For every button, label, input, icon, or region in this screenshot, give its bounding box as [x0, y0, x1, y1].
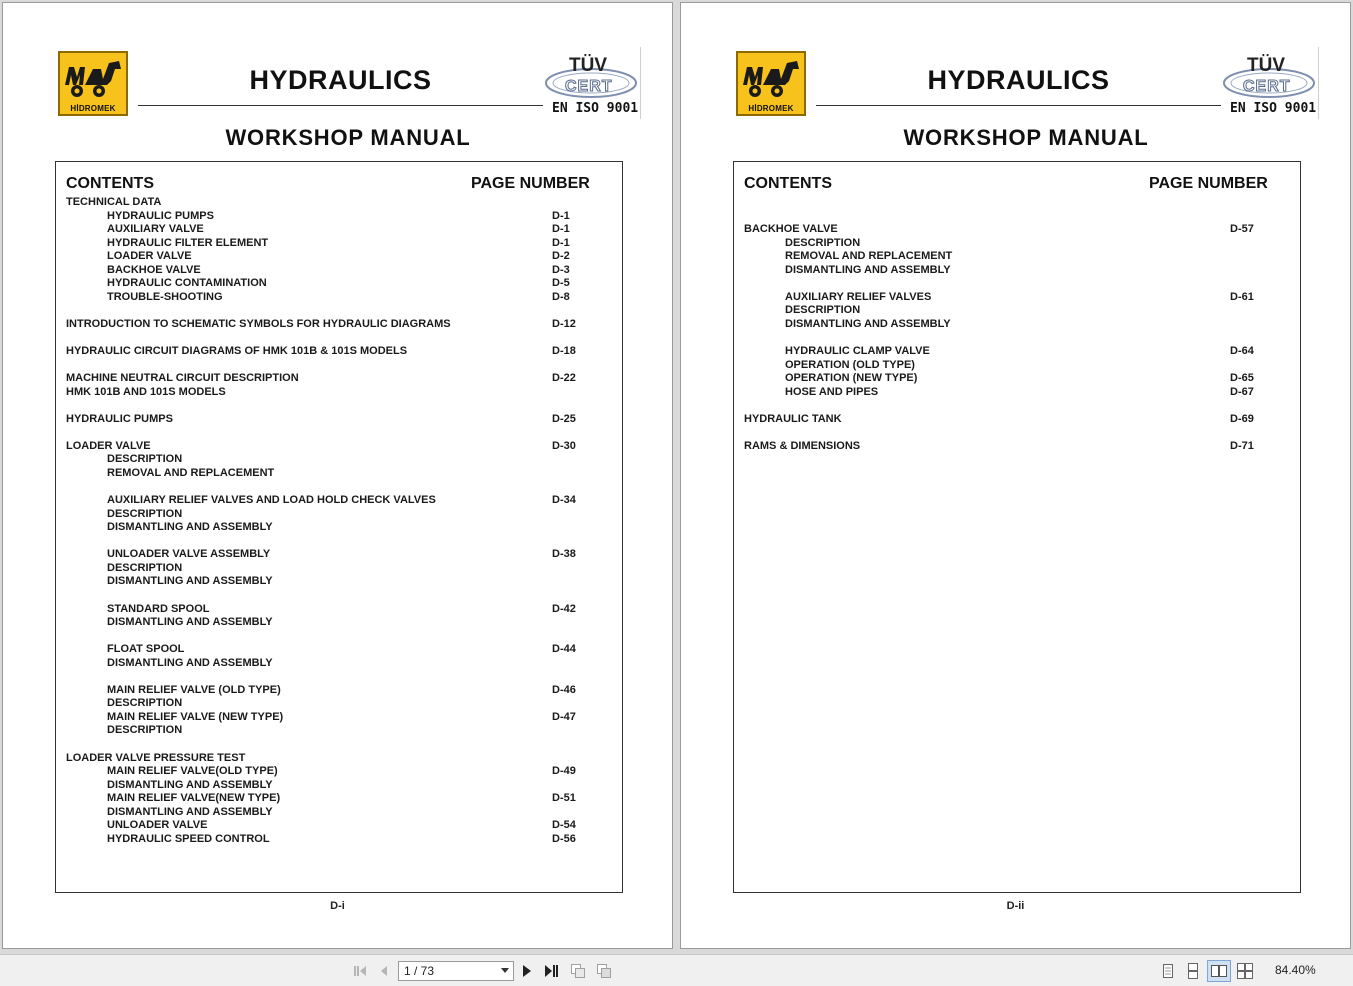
tuv-text: TÜV: [569, 55, 607, 76]
excavator-logo-icon: [63, 55, 123, 101]
contents-box: [55, 161, 623, 893]
contents-entry-page: D-47: [552, 710, 576, 723]
contents-entry: [56, 318, 616, 332]
excavator-logo-icon: [741, 55, 801, 101]
contents-heading: CONTENTS: [66, 175, 154, 192]
contents-entry: [56, 711, 616, 725]
contents-entry: [56, 806, 616, 820]
pdf-page-2: [680, 2, 1351, 949]
contents-entry-page: D-25: [552, 412, 576, 425]
contents-entry-title: LOADER VALVE PRESSURE TEST: [66, 751, 246, 764]
contents-entry-title: AUXILIARY VALVE: [107, 223, 204, 236]
page-number-heading: PAGE NUMBER: [1149, 175, 1268, 192]
contents-entry: [56, 521, 616, 535]
contents-entry-title: BACKHOE VALVE: [107, 263, 201, 276]
contents-entry: [56, 250, 616, 264]
contents-entry: [734, 291, 1294, 305]
contents-entry-page: D-46: [552, 683, 576, 696]
tuv-cert-logo: [1219, 55, 1317, 123]
contents-entry: [56, 291, 616, 305]
contents-entry: [56, 210, 616, 224]
contents-entry: [56, 724, 616, 738]
contents-entry-title: HYDRAULIC CIRCUIT DIAGRAMS OF HMK 101B & 101S MODELS: [66, 345, 408, 358]
contents-entry-title: HYDRAULIC TANK: [744, 412, 842, 425]
contents-heading: CONTENTS: [744, 175, 832, 192]
contents-entry-title: REMOVAL AND REPLACEMENT: [785, 250, 953, 263]
contents-entry: [734, 372, 1294, 386]
contents-entry-page: D-64: [1230, 345, 1254, 358]
contents-entry-title: BACKHOE VALVE: [744, 223, 838, 236]
contents-entry-page: D-2: [552, 250, 570, 263]
contents-entry-title: FLOAT SPOOL: [107, 643, 185, 656]
fit-width-icon[interactable]: [570, 963, 586, 979]
contents-entry: [56, 657, 616, 671]
contents-entry: [56, 562, 616, 576]
contents-entry-page: D-5: [552, 277, 570, 290]
contents-entry: [56, 453, 616, 467]
header-divider: [1318, 47, 1319, 119]
contents-entry-title: LOADER VALVE: [66, 439, 151, 452]
manual-subtitle: WORKSHOP MANUAL: [903, 125, 1149, 150]
contents-entry: [56, 345, 616, 359]
page-indicator: 1 / 73: [404, 964, 435, 978]
contents-entry-page: D-67: [1230, 385, 1254, 398]
contents-entry-title: OPERATION (OLD TYPE): [785, 358, 915, 371]
contents-entry-title: DESCRIPTION: [107, 697, 183, 710]
contents-entry-page: D-57: [1230, 223, 1254, 236]
contents-entry-page: D-3: [552, 263, 570, 276]
fit-page-icon[interactable]: [596, 963, 612, 979]
first-page-icon[interactable]: [352, 963, 368, 979]
pdf-page-1: [2, 2, 673, 949]
contents-entry-title: MAIN RELIEF VALVE (NEW TYPE): [107, 710, 284, 723]
contents-entry-page: D-38: [552, 548, 576, 561]
contents-entry-page: D-61: [1230, 290, 1254, 303]
contents-entry-title: DESCRIPTION: [107, 724, 183, 737]
contents-entry-title: HYDRAULIC CONTAMINATION: [107, 277, 267, 290]
contents-entry-title: UNLOADER VALVE: [107, 819, 208, 832]
contents-entry: [56, 386, 616, 400]
cert-text: CERT: [565, 78, 613, 95]
page-footer: D-ii: [1006, 900, 1025, 912]
zoom-level[interactable]: 84.40%: [1275, 963, 1316, 977]
contents-entry-title: DESCRIPTION: [785, 304, 861, 317]
contents-entry-page: D-1: [552, 209, 570, 222]
contents-entry-page: D-69: [1230, 412, 1254, 425]
contents-entry-title: AUXILIARY RELIEF VALVES: [785, 290, 932, 303]
cert-text: CERT: [1243, 78, 1291, 95]
contents-entry-title: DISMANTLING AND ASSEMBLY: [785, 263, 951, 276]
contents-entry: [56, 223, 616, 237]
iso-text: EN ISO 9001: [552, 101, 639, 116]
contents-entry: [734, 413, 1294, 427]
contents-entry: [56, 264, 616, 278]
contents-entry-title: UNLOADER VALVE ASSEMBLY: [107, 548, 271, 561]
contents-entry-title: TECHNICAL DATA: [66, 196, 162, 208]
title-rule: [816, 105, 1221, 106]
contents-entry: [734, 440, 1294, 454]
contents-entry-title: LOADER VALVE: [107, 250, 192, 263]
contents-entry-title: DISMANTLING AND ASSEMBLY: [107, 656, 273, 669]
contents-entry-page: D-56: [552, 832, 576, 845]
contents-entry-title: TROUBLE-SHOOTING: [107, 290, 223, 303]
contents-entry: [56, 792, 616, 806]
iso-text: EN ISO 9001: [1230, 101, 1317, 116]
contents-entry-page: D-8: [552, 290, 570, 303]
tuv-cert-logo: [541, 55, 639, 123]
contents-entry-title: MAIN RELIEF VALVE (OLD TYPE): [107, 683, 281, 696]
contents-entry-title: DESCRIPTION: [107, 507, 183, 520]
contents-entry-title: DISMANTLING AND ASSEMBLY: [107, 778, 273, 791]
contents-entry: [56, 697, 616, 711]
contents-entry-page: D-49: [552, 765, 576, 778]
contents-entry-title: HYDRAULIC PUMPS: [66, 412, 173, 425]
contents-entry: [56, 616, 616, 630]
contents-entry-title: DESCRIPTION: [107, 453, 183, 466]
contents-entry: [734, 250, 1294, 264]
contents-entry-title: HOSE AND PIPES: [785, 385, 879, 398]
contents-entry: [56, 467, 616, 481]
contents-entry: [734, 318, 1294, 332]
contents-entry: [56, 277, 616, 291]
contents-entry-page: D-71: [1230, 439, 1254, 452]
contents-entry-title: HYDRAULIC SPEED CONTROL: [107, 832, 270, 845]
logo-text: HİDROMEK: [748, 104, 794, 113]
contents-entry-title: HYDRAULIC FILTER ELEMENT: [107, 236, 269, 249]
chevron-down-icon[interactable]: [501, 968, 509, 974]
manual-subtitle: WORKSHOP MANUAL: [225, 125, 471, 150]
contents-entry-page: D-12: [552, 317, 576, 330]
contents-entry: [56, 752, 616, 766]
contents-entry-title: HYDRAULIC PUMPS: [107, 209, 214, 222]
contents-entry: [734, 359, 1294, 373]
hidromek-logo: [736, 51, 806, 116]
header-divider: [640, 47, 641, 119]
contents-entry-title: MAIN RELIEF VALVE(NEW TYPE): [107, 792, 281, 805]
contents-entry-title: OPERATION (NEW TYPE): [785, 372, 918, 385]
contents-entry: [56, 779, 616, 793]
contents-entry-page: D-65: [1230, 372, 1254, 385]
contents-entry: [734, 237, 1294, 251]
contents-entry-page: D-44: [552, 643, 576, 656]
previous-page-icon[interactable]: [376, 963, 392, 979]
page-number-heading: PAGE NUMBER: [471, 175, 590, 192]
contents-entry: [56, 765, 616, 779]
contents-entry: [56, 413, 616, 427]
contents-entry-title: DISMANTLING AND ASSEMBLY: [785, 317, 951, 330]
contents-entry-title: DISMANTLING AND ASSEMBLY: [107, 575, 273, 588]
contents-entry-page: D-18: [552, 345, 576, 358]
contents-entry-page: D-54: [552, 819, 576, 832]
contents-entry: [56, 372, 616, 386]
contents-entry-title: HYDRAULIC CLAMP VALVE: [785, 345, 930, 358]
contents-entry: [56, 508, 616, 522]
contents-entry-title: AUXILIARY RELIEF VALVES AND LOAD HOLD CHECK VALVES: [107, 494, 436, 507]
contents-entry-title: DESCRIPTION: [785, 236, 861, 249]
contents-entry-page: D-1: [552, 236, 570, 249]
contents-entry: [56, 440, 616, 454]
contents-entry: [56, 575, 616, 589]
contents-entry: [734, 223, 1294, 237]
viewer-toolbar: [0, 954, 1353, 986]
contents-entry-page: D-22: [552, 372, 576, 385]
contents-entry-title: MACHINE NEUTRAL CIRCUIT DESCRIPTION: [66, 372, 299, 385]
contents-box: [733, 161, 1301, 893]
page-number-input[interactable]: [398, 961, 514, 981]
two-page-view-icon[interactable]: [1211, 963, 1227, 979]
continuous-view-icon[interactable]: [1185, 963, 1201, 979]
contents-entry-title: DISMANTLING AND ASSEMBLY: [107, 521, 273, 534]
title-rule: [138, 105, 543, 106]
contents-entry: [56, 643, 616, 657]
contents-entry: [56, 819, 616, 833]
hidromek-logo: [58, 51, 128, 116]
last-page-icon[interactable]: [543, 963, 559, 979]
manual-title: HYDRAULICS: [249, 65, 432, 95]
contents-entry: [56, 684, 616, 698]
contents-entry: [56, 196, 616, 210]
contents-entry-page: D-42: [552, 602, 576, 615]
contents-entry-page: D-1: [552, 223, 570, 236]
contents-entry-title: DESCRIPTION: [107, 561, 183, 574]
two-page-continuous-icon[interactable]: [1237, 963, 1253, 979]
contents-entry: [56, 494, 616, 508]
single-page-view-icon[interactable]: [1160, 963, 1176, 979]
contents-entry: [56, 603, 616, 617]
contents-entry-title: MAIN RELIEF VALVE(OLD TYPE): [107, 765, 278, 778]
contents-entry-title: INTRODUCTION TO SCHEMATIC SYMBOLS FOR HYDRAULIC DIAGRAMS: [66, 317, 451, 330]
next-page-icon[interactable]: [519, 963, 535, 979]
contents-entry: [56, 237, 616, 251]
contents-entry: [734, 304, 1294, 318]
contents-entry-title: DISMANTLING AND ASSEMBLY: [107, 805, 273, 818]
contents-entry: [734, 386, 1294, 400]
contents-entry-page: D-30: [552, 439, 576, 452]
logo-text: HİDROMEK: [70, 104, 116, 113]
tuv-text: TÜV: [1247, 55, 1285, 76]
contents-entry-title: REMOVAL AND REPLACEMENT: [107, 467, 275, 479]
contents-entry-title: STANDARD SPOOL: [107, 602, 210, 615]
contents-entry-page: D-51: [552, 792, 576, 805]
contents-entry-title: HMK 101B AND 101S MODELS: [66, 385, 226, 398]
contents-entry-page: D-34: [552, 494, 576, 507]
manual-title: HYDRAULICS: [927, 65, 1110, 95]
contents-entry: [56, 548, 616, 562]
contents-entry-title: RAMS & DIMENSIONS: [744, 439, 861, 452]
contents-entry: [734, 345, 1294, 359]
contents-entry: [56, 833, 616, 847]
contents-entry: [734, 264, 1294, 278]
page-footer: D-i: [330, 900, 345, 912]
contents-entry-title: DISMANTLING AND ASSEMBLY: [107, 616, 273, 629]
